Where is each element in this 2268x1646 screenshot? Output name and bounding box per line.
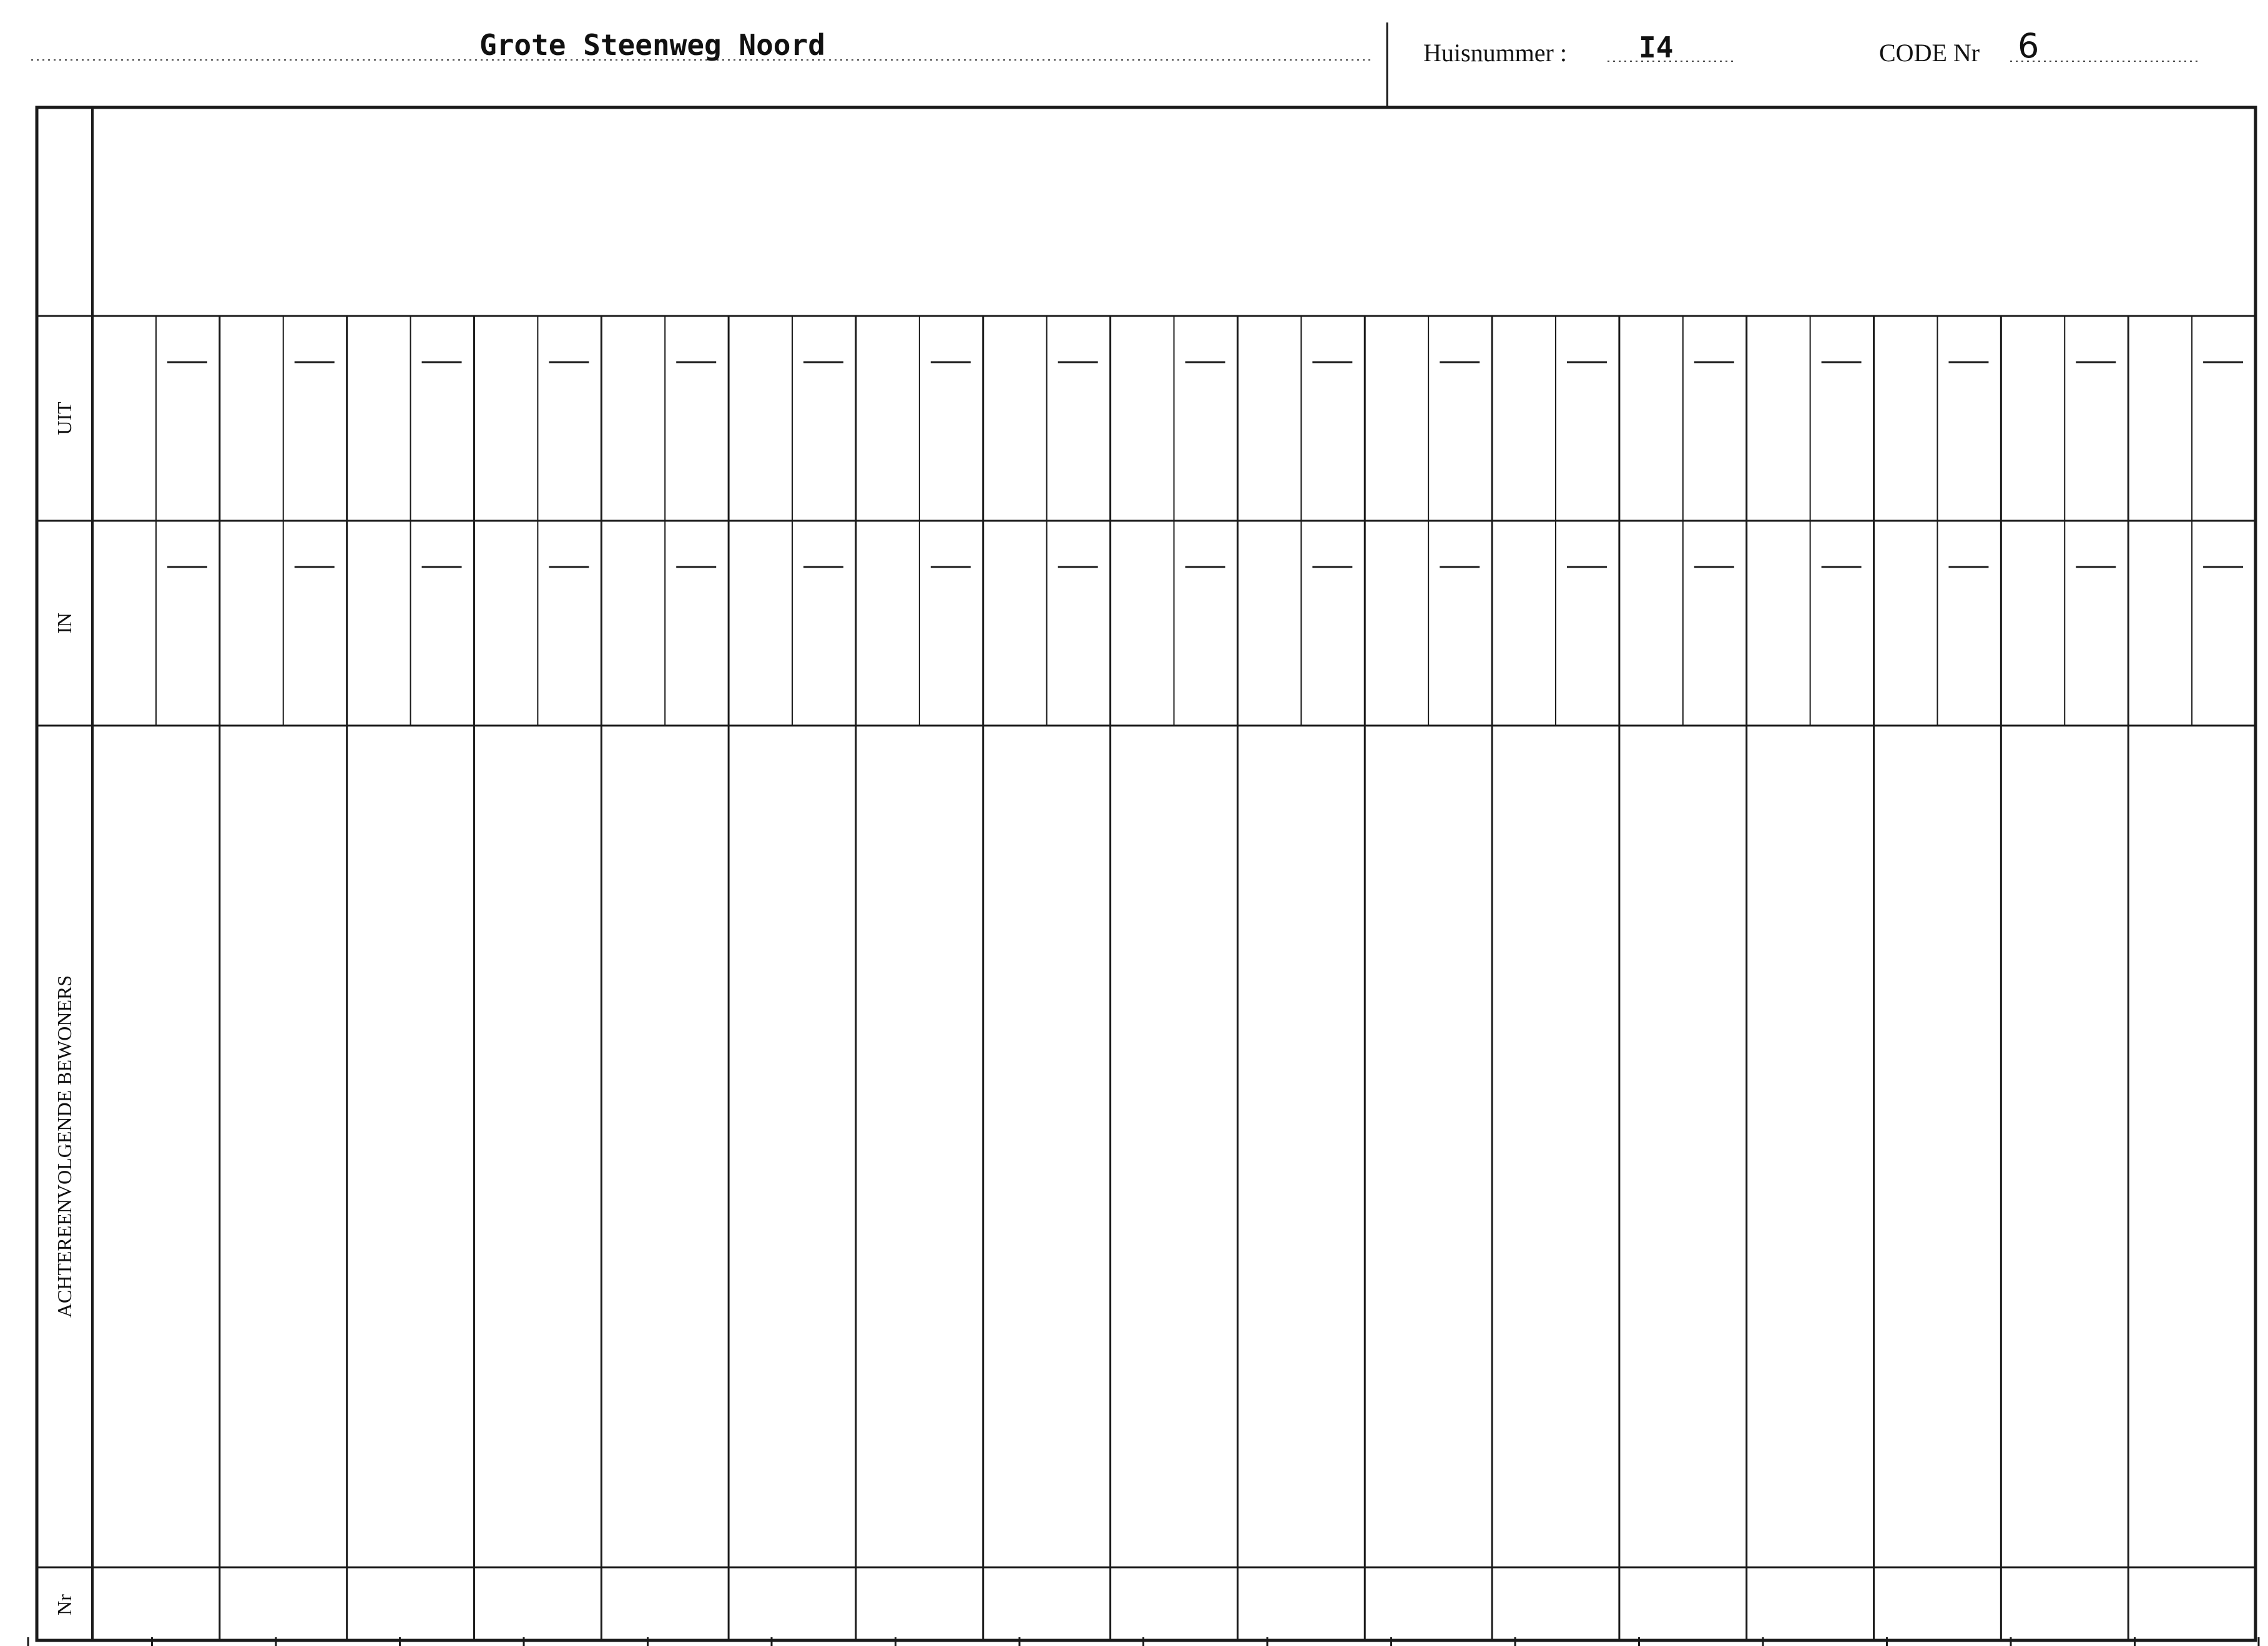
code-label: CODE Nr xyxy=(1879,39,1980,67)
house-number-value: I4 xyxy=(1639,31,1674,64)
form-table xyxy=(37,107,2256,1640)
nr-row-label: Nr xyxy=(53,1594,76,1615)
uit-row-label: UIT xyxy=(53,402,76,435)
column-grid xyxy=(156,316,2243,1640)
code-value: 6 xyxy=(2018,26,2040,66)
table-frame xyxy=(37,107,2256,1640)
header xyxy=(31,22,2201,106)
in-row-label: IN xyxy=(53,613,76,634)
residents-row-label: ACHTEREENVOLGENDE BEWONERS xyxy=(53,975,76,1318)
house-number-label: Huisnummer : xyxy=(1423,39,1567,67)
street-name: Grote Steenweg Noord xyxy=(479,28,825,62)
